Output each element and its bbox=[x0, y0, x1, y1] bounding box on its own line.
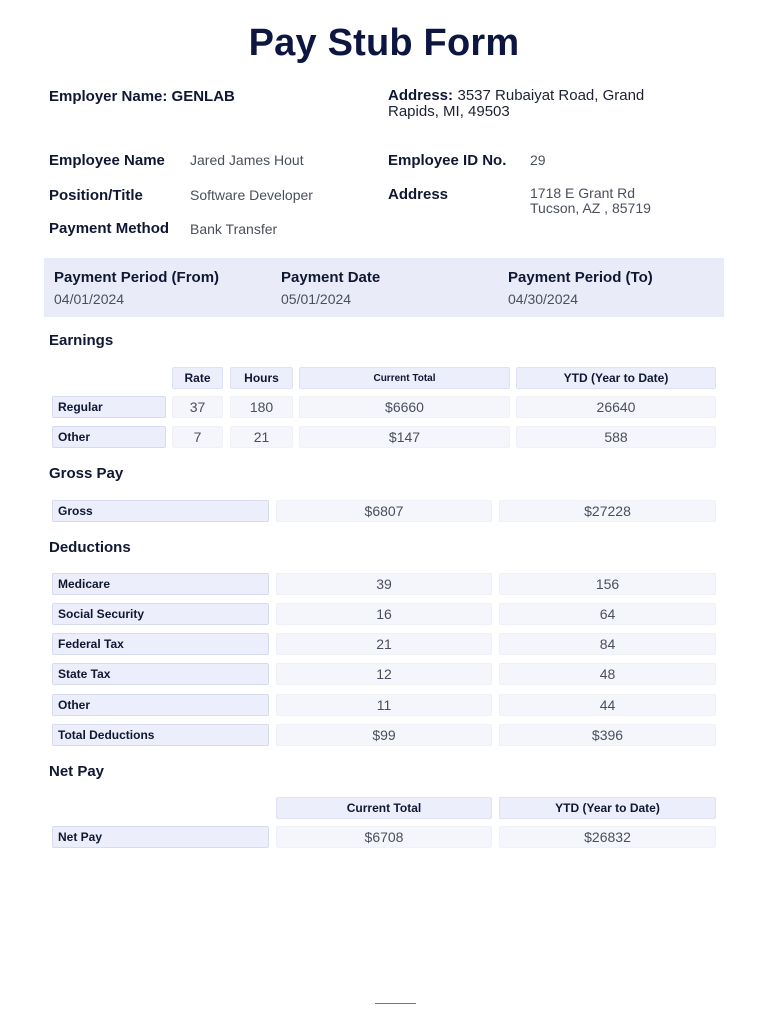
payment-date-value: 05/01/2024 bbox=[281, 291, 352, 307]
deduction-current-cell: 39 bbox=[276, 573, 492, 595]
earnings-current-cell: $147 bbox=[299, 426, 510, 448]
employer-address-line2: Rapids, MI, 49503 bbox=[388, 103, 510, 120]
period-to-value: 04/30/2024 bbox=[508, 291, 579, 307]
position-value: Software Developer bbox=[190, 187, 313, 203]
net-pay-ytd-cell: $26832 bbox=[499, 826, 716, 848]
payment-method-value: Bank Transfer bbox=[190, 221, 278, 237]
employee-address-value bbox=[530, 186, 651, 216]
earnings-ytd-cell: 588 bbox=[516, 426, 716, 448]
deduction-label: Social Security bbox=[52, 603, 269, 625]
deduction-label: Medicare bbox=[52, 573, 269, 595]
gross-label: Gross bbox=[52, 500, 269, 522]
deduction-current-cell: 12 bbox=[276, 663, 492, 685]
earnings-ytd-cell: 26640 bbox=[516, 396, 716, 418]
period-from-value: 04/01/2024 bbox=[54, 291, 125, 307]
earnings-hours-cell: 21 bbox=[230, 426, 293, 448]
position-label: Position/Title bbox=[49, 187, 143, 204]
earnings-hours-header: Hours bbox=[230, 367, 293, 389]
total-deductions-current-cell: $99 bbox=[276, 724, 492, 746]
employer-address bbox=[388, 88, 688, 120]
earnings-row-label: Other bbox=[52, 426, 166, 448]
employee-address-line1: 1718 E Grant Rd bbox=[530, 185, 636, 201]
earnings-rate-header: Rate bbox=[172, 367, 223, 389]
net-ytd-header: YTD (Year to Date) bbox=[499, 797, 716, 819]
employee-name-value: Jared James Hout bbox=[190, 152, 304, 168]
page-title: Pay Stub Form bbox=[248, 22, 520, 64]
total-deductions-label: Total Deductions bbox=[52, 724, 269, 746]
payment-method-label: Payment Method bbox=[49, 220, 170, 237]
earnings-hours-cell: 180 bbox=[230, 396, 293, 418]
deductions-heading: Deductions bbox=[49, 539, 131, 556]
period-from-box bbox=[44, 258, 270, 317]
deduction-label: State Tax bbox=[52, 663, 269, 685]
net-heading: Net Pay bbox=[49, 763, 105, 780]
deduction-label: Other bbox=[52, 694, 269, 716]
deduction-ytd-cell: 156 bbox=[499, 573, 716, 595]
deduction-ytd-cell: 64 bbox=[499, 603, 716, 625]
period-to-label: Payment Period (To) bbox=[508, 269, 653, 286]
payment-date-box bbox=[270, 258, 497, 317]
deduction-ytd-cell: 84 bbox=[499, 633, 716, 655]
employee-name-label: Employee Name bbox=[49, 152, 165, 169]
period-to-box bbox=[497, 258, 724, 317]
deduction-current-cell: 16 bbox=[276, 603, 492, 625]
gross-heading: Gross Pay bbox=[49, 465, 124, 482]
earnings-row-label: Regular bbox=[52, 396, 166, 418]
employer-address-label: Address: bbox=[388, 87, 454, 104]
earnings-ytd-header: YTD (Year to Date) bbox=[516, 367, 716, 389]
earnings-rate-cell: 37 bbox=[172, 396, 223, 418]
net-pay-current-cell: $6708 bbox=[276, 826, 492, 848]
earnings-heading: Earnings bbox=[49, 332, 114, 349]
employer-name: Employer Name: GENLAB bbox=[49, 88, 235, 105]
employee-id-value: 29 bbox=[530, 152, 546, 168]
employee-address-label: Address bbox=[388, 186, 449, 203]
earnings-current-header: Current Total bbox=[299, 367, 510, 389]
earnings-current-cell: $6660 bbox=[299, 396, 510, 418]
net-current-header: Current Total bbox=[276, 797, 492, 819]
deduction-label: Federal Tax bbox=[52, 633, 269, 655]
earnings-rate-cell: 7 bbox=[172, 426, 223, 448]
net-pay-label: Net Pay bbox=[52, 826, 269, 848]
payment-date-label: Payment Date bbox=[281, 269, 381, 286]
employee-address-line2: Tucson, AZ , 85719 bbox=[530, 200, 651, 216]
total-deductions-ytd-cell: $396 bbox=[499, 724, 716, 746]
period-from-label: Payment Period (From) bbox=[54, 269, 220, 286]
deduction-ytd-cell: 48 bbox=[499, 663, 716, 685]
gross-ytd-cell: $27228 bbox=[499, 500, 716, 522]
deduction-current-cell: 21 bbox=[276, 633, 492, 655]
employer-address-line1: 3537 Rubaiyat Road, Grand bbox=[457, 87, 645, 104]
deduction-ytd-cell: 44 bbox=[499, 694, 716, 716]
footer-divider bbox=[375, 1003, 416, 1004]
employee-id-label: Employee ID No. bbox=[388, 152, 507, 169]
deduction-current-cell: 11 bbox=[276, 694, 492, 716]
gross-current-cell: $6807 bbox=[276, 500, 492, 522]
